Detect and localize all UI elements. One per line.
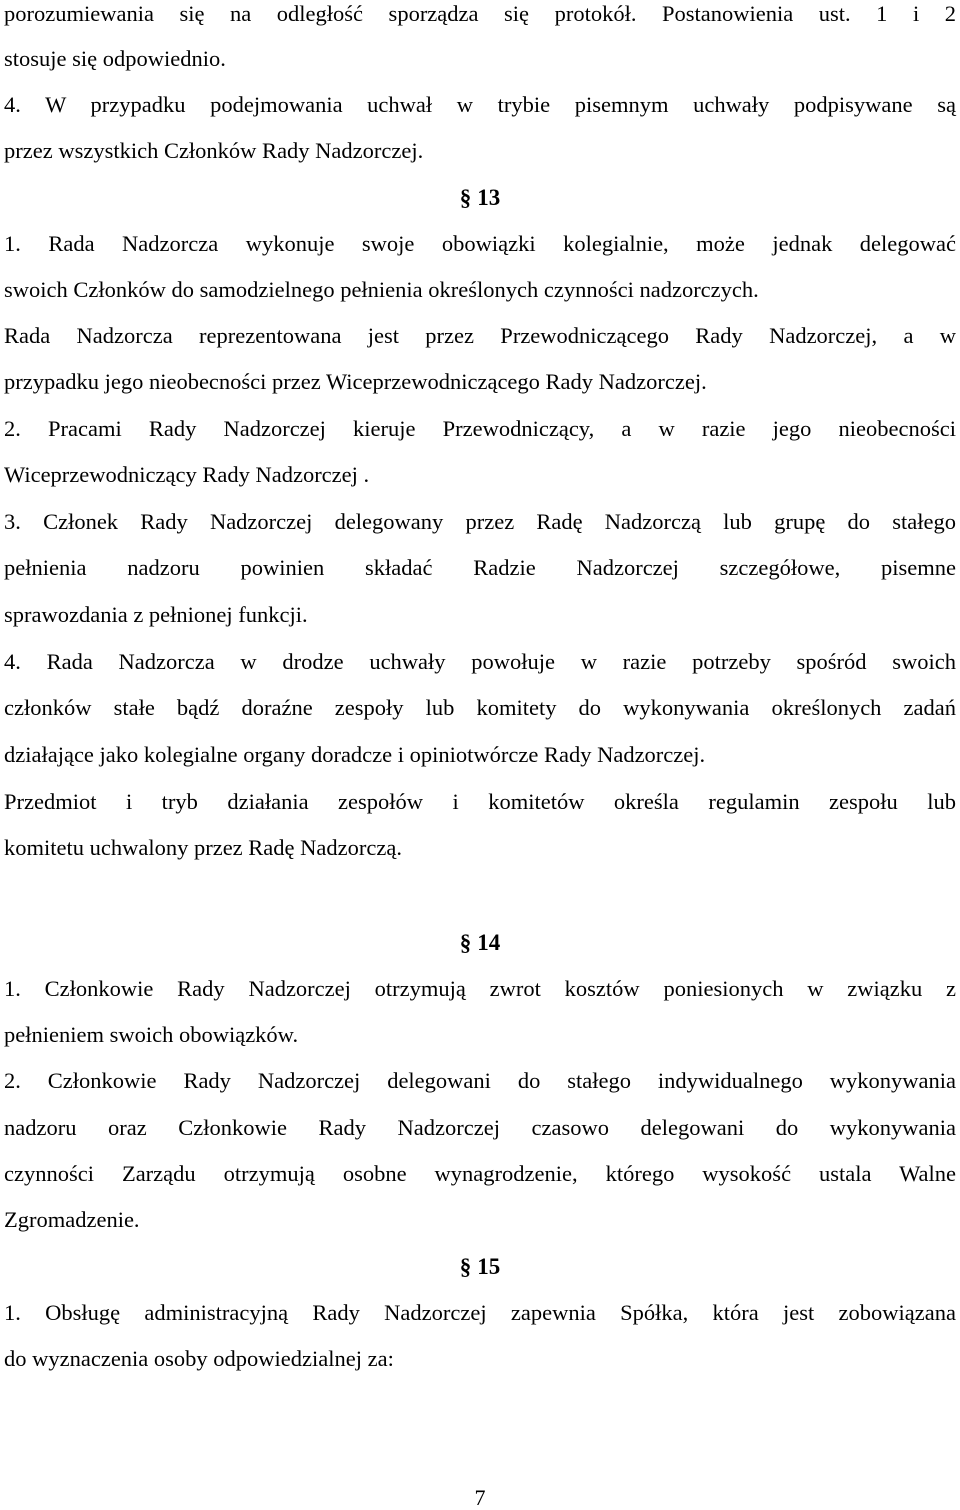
page-number: 7 [474,1485,486,1510]
text-line: porozumiewania się na odległość sporządza się protokół. Postanowienia ust. 1 i 2 [4,1,956,26]
text-line: 1. Członkowie Rady Nadzorczej otrzymują zwrot kosztów poniesionych w związku z [4,976,956,1001]
text-line: 4. W przypadku podejmowania uchwał w trybie pisemnym uchwały podpisywane są [4,92,956,117]
text-line: do wyznaczenia osoby odpowiedzialnej za: [4,1346,394,1371]
text-line: członków stałe bądź doraźne zespoły lub komitety do wykonywania określonych zadań [4,695,956,720]
section-sign: § [459,185,472,210]
text-line: Przedmiot i tryb działania zespołów i komitetów określa regulamin zespołu lub [4,789,956,814]
text-line: 3. Członek Rady Nadzorczej delegowany przez Radę Nadzorczą lub grupę do stałego [4,509,956,534]
text-line: Wiceprzewodniczący Rady Nadzorczej . [4,462,370,487]
text-line: czynności Zarządu otrzymują osobne wynagrodzenie, którego wysokość ustala Walne [4,1161,956,1186]
section-heading-13 [0,184,960,212]
section-number: 14 [477,930,501,955]
text-line: nadzoru oraz Członkowie Rady Nadzorczej czasowo delegowani do wykonywania [4,1115,956,1140]
text-line: 1. Rada Nadzorcza wykonuje swoje obowiązki kolegialnie, może jednak delegować [4,231,956,256]
text-line: 1. Obsługę administracyjną Rady Nadzorczej zapewnia Spółka, która jest zobowiązana [4,1300,956,1325]
text-line: Zgromadzenie. [4,1207,140,1232]
section-number: 15 [477,1254,501,1279]
text-line: 2. Członkowie Rady Nadzorczej delegowani do stałego indywidualnego wykonywania [4,1068,956,1093]
section-heading-15 [0,1253,960,1281]
text-line: przypadku jego nieobecności przez Wiceprzewodniczącego Rady Nadzorczej. [4,369,707,394]
text-line: sprawozdania z pełnionej funkcji. [4,602,308,627]
section-sign: § [459,930,472,955]
text-line: komitetu uchwalony przez Radę Nadzorczą. [4,835,402,860]
text-line: stosuje się odpowiednio. [4,46,226,71]
text-line: przez wszystkich Członków Rady Nadzorczej. [4,138,424,163]
text-line: 4. Rada Nadzorcza w drodze uchwały powołuje w razie potrzeby spośród swoich [4,649,956,674]
text-line: 2. Pracami Rady Nadzorczej kieruje Przewodniczący, a w razie jego nieobecności [4,416,956,441]
text-line: działające jako kolegialne organy doradcze i opiniotwórcze Rady Nadzorczej. [4,742,706,767]
section-sign: § [459,1254,472,1279]
section-heading-14 [0,929,960,957]
text-line: pełnienia nadzoru powinien składać Radzie Nadzorczej szczegółowe, pisemne [4,555,956,580]
text-line: Rada Nadzorcza reprezentowana jest przez Przewodniczącego Rady Nadzorczej, a w [4,323,956,348]
text-line: swoich Członków do samodzielnego pełnienia określonych czynności nadzorczych. [4,277,759,302]
text-line: pełnieniem swoich obowiązków. [4,1022,299,1047]
section-number: 13 [477,185,501,210]
